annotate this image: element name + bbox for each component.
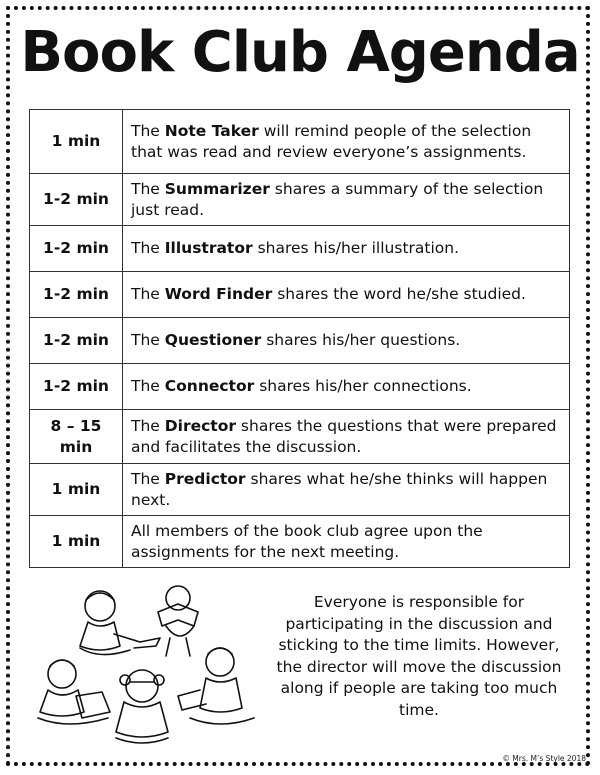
role-name: Word Finder xyxy=(164,285,273,303)
description-cell: The Predictor shares what he/she thinks will happen next. xyxy=(123,464,570,516)
role-name: Predictor xyxy=(164,469,246,488)
table-row xyxy=(30,516,570,568)
child-figure xyxy=(80,591,160,655)
closing-note: Everyone is responsible for participating in the discussion and sticking to the time limits. However, the director will move the discussion along if people are taking too much time. xyxy=(276,593,562,719)
copyright-text: © Mrs. M’s Style 2018 xyxy=(502,754,586,763)
table-row xyxy=(30,364,570,410)
time-cell: 1-2 min xyxy=(30,226,123,272)
table-row xyxy=(30,464,570,516)
children-reading-circle-illustration xyxy=(30,578,262,754)
table-row xyxy=(30,410,570,464)
role-name: Connector xyxy=(164,377,255,395)
table-row xyxy=(30,110,570,174)
time-cell: 8 – 15 min xyxy=(30,410,123,464)
description-cell: The Illustrator shares his/her illustration. xyxy=(123,226,570,272)
time-cell: 1 min xyxy=(30,464,123,516)
description-cell: The Note Taker will remind people of the selection that was read and review everyone’s assignments. xyxy=(123,110,570,174)
time-cell: 1-2 min xyxy=(30,272,123,318)
description-cell: The Questioner shares his/her questions. xyxy=(123,318,570,364)
time-cell: 1-2 min xyxy=(30,318,123,364)
child-figure xyxy=(116,670,168,743)
description-cell: All members of the book club agree upon the assignments for the next meeting. xyxy=(123,516,570,568)
agenda-table xyxy=(29,109,570,568)
child-figure xyxy=(178,648,254,724)
role-name: Summarizer xyxy=(164,179,270,198)
description-cell: The Word Finder shares the word he/she studied. xyxy=(123,272,570,318)
child-figure xyxy=(158,586,198,656)
role-name: Director xyxy=(164,416,236,435)
child-figure xyxy=(38,660,110,724)
page-title: Book Club Agenda xyxy=(20,20,580,85)
description-cell: The Connector shares his/her connections. xyxy=(123,364,570,410)
time-cell: 1 min xyxy=(30,110,123,174)
role-name: Questioner xyxy=(164,331,262,349)
table-row xyxy=(30,174,570,226)
role-name: Note Taker xyxy=(164,121,259,140)
description-cell: The Summarizer shares a summary of the selection just read. xyxy=(123,174,570,226)
time-cell: 1-2 min xyxy=(30,364,123,410)
table-row xyxy=(30,226,570,272)
role-name: Illustrator xyxy=(164,239,253,257)
time-cell: 1 min xyxy=(30,516,123,568)
table-row xyxy=(30,272,570,318)
description-cell: The Director shares the questions that were prepared and facilitates the discussion. xyxy=(123,410,570,464)
time-cell: 1-2 min xyxy=(30,174,123,226)
table-row xyxy=(30,318,570,364)
